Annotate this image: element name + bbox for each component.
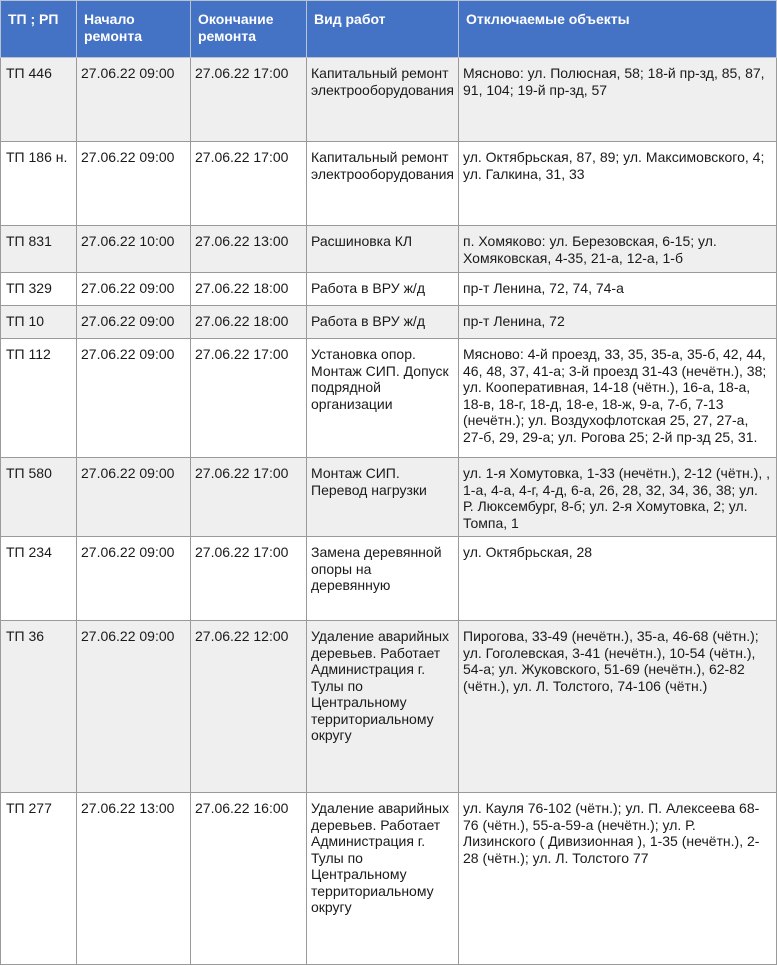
cell-end: 27.06.22 17:00: [191, 458, 307, 537]
cell-work-type: Установка опор. Монтаж СИП. Допуск подрядной организации: [307, 339, 459, 458]
cell-start: 27.06.22 09:00: [77, 273, 191, 306]
cell-work-type: Удаление аварийных деревьев. Работает Администрация г. Тулы по Центральному территориальному округу: [307, 621, 459, 793]
cell-start: 27.06.22 09:00: [77, 142, 191, 226]
cell-work-type: Работа в ВРУ ж/д: [307, 306, 459, 339]
cell-tp: ТП 446: [1, 58, 77, 142]
cell-tp: ТП 112: [1, 339, 77, 458]
cell-start: 27.06.22 09:00: [77, 339, 191, 458]
cell-end: 27.06.22 18:00: [191, 306, 307, 339]
table-row: [1, 226, 777, 273]
cell-start: 27.06.22 13:00: [77, 793, 191, 965]
cell-start: 27.06.22 09:00: [77, 621, 191, 793]
cell-objects: Пирогова, 33-49 (нечётн.), 35-а, 46-68 (чётн.); ул. Гоголевская, 3-41 (нечётн.), 10-54 (чётн.), 54-а; ул. Жуковского, 51-69 (нечётн.), 62-82 (чётн.), ул. Л. Толстого, 74-106 (чётн.): [459, 621, 777, 793]
cell-start: 27.06.22 09:00: [77, 537, 191, 621]
cell-tp: ТП 36: [1, 621, 77, 793]
cell-start: 27.06.22 09:00: [77, 306, 191, 339]
cell-start: 27.06.22 09:00: [77, 458, 191, 537]
table-row: [1, 793, 777, 965]
cell-end: 27.06.22 12:00: [191, 621, 307, 793]
table-row: [1, 273, 777, 306]
header-objects: Отключаемые объекты: [459, 1, 777, 58]
cell-tp: ТП 234: [1, 537, 77, 621]
table-body: [1, 58, 777, 965]
cell-tp: ТП 831: [1, 226, 77, 273]
cell-end: 27.06.22 17:00: [191, 58, 307, 142]
table-row: [1, 58, 777, 142]
cell-work-type: Капитальный ремонт электрооборудования: [307, 142, 459, 226]
cell-work-type: Монтаж СИП. Перевод нагрузки: [307, 458, 459, 537]
cell-start: 27.06.22 10:00: [77, 226, 191, 273]
header-start: Начало ремонта: [77, 1, 191, 58]
cell-objects: ул. Октябрьская, 28: [459, 537, 777, 621]
cell-tp: ТП 10: [1, 306, 77, 339]
table-row: [1, 621, 777, 793]
cell-tp: ТП 329: [1, 273, 77, 306]
cell-tp: ТП 186 н.: [1, 142, 77, 226]
cell-start: 27.06.22 09:00: [77, 58, 191, 142]
cell-end: 27.06.22 13:00: [191, 226, 307, 273]
cell-tp: ТП 580: [1, 458, 77, 537]
cell-objects: пр-т Ленина, 72, 74, 74-а: [459, 273, 777, 306]
header-end: Окончание ремонта: [191, 1, 307, 58]
table-row: [1, 458, 777, 537]
cell-objects: Мясново: ул. Полюсная, 58; 18-й пр-зд, 85, 87, 91, 104; 19-й пр-зд, 57: [459, 58, 777, 142]
header-row: [1, 1, 777, 58]
cell-end: 27.06.22 17:00: [191, 537, 307, 621]
cell-objects: п. Хомяково: ул. Березовская, 6-15; ул. Хомяковская, 4-35, 21-а, 12-а, 1-б: [459, 226, 777, 273]
cell-work-type: Капитальный ремонт электрооборудования: [307, 58, 459, 142]
cell-tp: ТП 277: [1, 793, 77, 965]
cell-work-type: Удаление аварийных деревьев. Работает Администрация г. Тулы по Центральному территориальному округу: [307, 793, 459, 965]
cell-work-type: Работа в ВРУ ж/д: [307, 273, 459, 306]
table-row: [1, 339, 777, 458]
table-row: [1, 306, 777, 339]
cell-end: 27.06.22 18:00: [191, 273, 307, 306]
table-row: [1, 537, 777, 621]
cell-end: 27.06.22 17:00: [191, 339, 307, 458]
cell-work-type: Расшиновка КЛ: [307, 226, 459, 273]
cell-work-type: Замена деревянной опоры на деревянную: [307, 537, 459, 621]
cell-objects: Мясново: 4-й проезд, 33, 35, 35-а, 35-б, 42, 44, 46, 48, 37, 41-а; 3-й проезд 31-43 (нечётн.), 38; ул. Кооперативная, 14-18 (чётн.), 16-а, 18-а, 18-в, 18-г, 18-д, 18-е, 18-ж, 9-а, 7-б, 7-13 (нечётн.); ул. Воздухофлотская 25, 27, 27-а, 27-б, 29, 29-а; ул. Рогова 25; 2-й пр-зд 25, 31.: [459, 339, 777, 458]
table-row: [1, 142, 777, 226]
cell-objects: ул. Октябрьская, 87, 89; ул. Максимовского, 4; ул. Галкина, 31, 33: [459, 142, 777, 226]
cell-end: 27.06.22 17:00: [191, 142, 307, 226]
cell-objects: ул. Кауля 76-102 (чётн.); ул. П. Алексеева 68-76 (чётн.), 55-а-59-а (нечётн.); ул. Р. Лизинского ( Дивизионная ), 1-35 (нечётн.), 2-28 (чётн.); ул. Л. Толстого 77: [459, 793, 777, 965]
cell-end: 27.06.22 16:00: [191, 793, 307, 965]
table-header: [1, 1, 777, 58]
header-tp: ТП ; РП: [1, 1, 77, 58]
cell-objects: пр-т Ленина, 72: [459, 306, 777, 339]
cell-objects: ул. 1-я Хомутовка, 1-33 (нечётн.), 2-12 (чётн.), , 1-а, 4-а, 4-г, 4-д, 6-а, 26, 28, 32, 34, 36, 38; ул. Р. Люксембург, 8-б; ул. 2-я Хомутовка, 2; ул. Томпа, 1: [459, 458, 777, 537]
header-work-type: Вид работ: [307, 1, 459, 58]
